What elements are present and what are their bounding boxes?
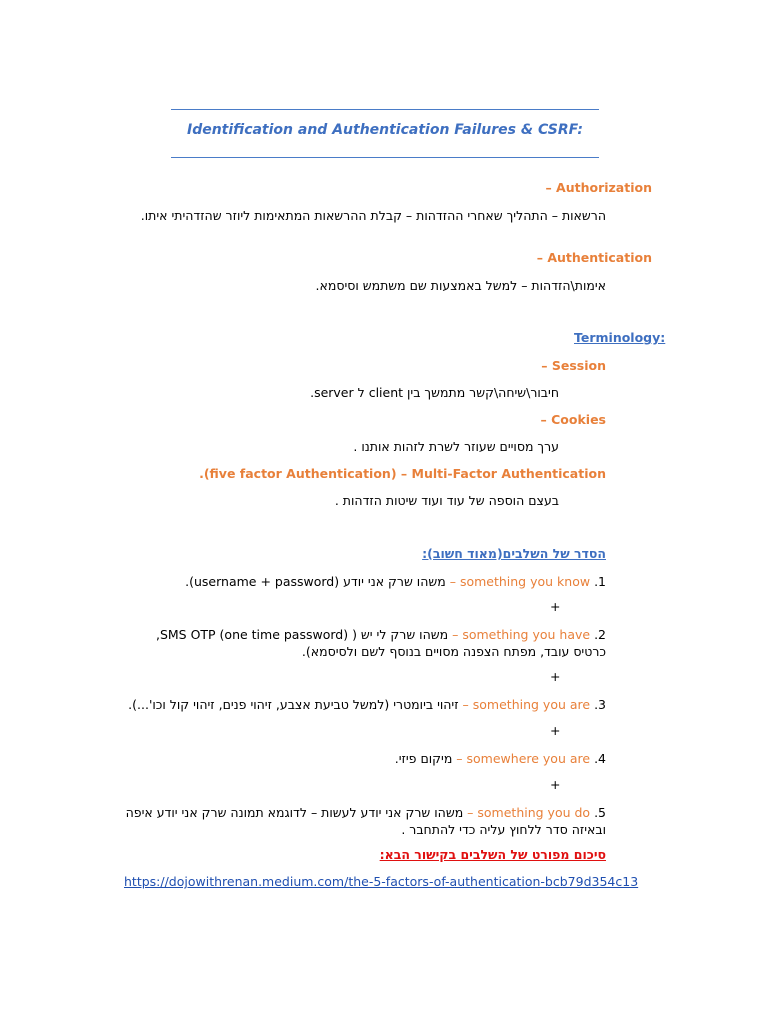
plus-4: + [550,777,561,792]
cookies-label: Cookies [551,412,606,427]
plus-2: + [550,669,561,684]
item-label: something you have [462,627,591,642]
item-label: something you do [477,805,591,820]
item-number: 2. [594,627,606,642]
session-heading: Session – [541,358,606,373]
authorization-heading: Authorization – [545,180,652,195]
mfa-suffix: (five factor Authentication). [199,466,397,481]
order-item-3: 3. something you are – זיהוי ביומטרי (למשל טביעת אצבע, זיהוי פנים, זיהוי קול וכו'...). [128,697,606,712]
item-label: something you know [459,574,591,589]
authorization-label: Authorization [556,180,652,195]
title-top-rule [171,109,599,110]
mfa-text: בעצם הוספה של עוד ועוד שיטות הזדהות . [334,493,559,508]
summary-heading-label: סיכום מפורט של השלבים בקישור הבא: [379,847,606,862]
cookies-text: ערך מסויים שעוזר לשרת לזהות אותנו . [353,439,559,454]
item-number: 4. [594,751,606,766]
session-text: חיבור\שיחה\קשר מתמשך בין client ל server. [310,385,559,400]
item-text: משהו שרק אני יודע לעשות – לדוגמא תמונה שרק אני יודע איפה ובאיזה סדר ללחוץ עליה כדי להתחבר . [125,805,606,837]
page-title: Identification and Authentication Failures & CSRF: [186,122,583,138]
item-number: 5. [594,805,606,820]
terminology-label: Terminology: [574,330,666,345]
order-heading [422,546,606,561]
mfa-label: Multi-Factor Authentication [411,466,606,481]
summary-link-row [124,874,638,889]
item-text: משהו שרק לי יש ( SMS OTP (one time password), כרטיס עובד, מפתח הצפנה מסויים בנוסף לשם ולסיסמא). [155,627,606,659]
authentication-label: Authentication [547,250,652,265]
item-number: 3. [594,697,606,712]
item-number: 1. [594,574,606,589]
mfa-heading: Multi-Factor Authentication – (five factor Authentication). [199,466,606,481]
item-text: מיקום פיזי. [394,751,453,766]
authentication-text: אימות\הזדהות – למשל באמצעות שם משתמש וסיסמא. [315,278,606,293]
plus-1: + [550,599,561,614]
item-text: משהו שרק אני יודע (username + password). [185,574,446,589]
terminology-heading [574,330,665,345]
order-item-4: 4. somewhere you are – מיקום פיזי. [394,751,606,766]
title-bottom-rule [171,157,599,158]
order-heading-label: הסדר של השלבים(מאוד חשוב): [422,546,606,561]
session-label: Session [551,358,606,373]
authentication-heading: Authentication – [536,250,652,265]
order-item-2: 2. something you have – משהו שרק לי יש ( SMS OTP (one time password), כרטיס עובד, מפתח הצפנה מסויים בנוסף לשם ולסיסמא). [155,627,606,659]
order-item-1: 1. something you know – משהו שרק אני יודע (username + password). [185,574,606,589]
summary-link[interactable]: https://dojowithrenan.medium.com/the-5-factors-of-authentication-bcb79d354c13 [124,874,639,889]
plus-3: + [550,723,561,738]
order-item-5: 5. something you do – משהו שרק אני יודע לעשות – לדוגמא תמונה שרק אני יודע איפה ובאיזה סדר ללחוץ עליה כדי להתחבר . [125,805,606,837]
cookies-heading: Cookies – [540,412,606,427]
item-label: something you are [472,697,591,712]
item-label: somewhere you are [466,751,591,766]
item-text: זיהוי ביומטרי (למשל טביעת אצבע, זיהוי פנים, זיהוי קול וכו'...). [128,697,459,712]
authorization-text: הרשאות – התהליך שאחרי ההזדהות – קבלת ההרשאות המתאימות ליוזר שהזדהיתי איתו. [140,208,606,223]
summary-heading [380,847,606,862]
